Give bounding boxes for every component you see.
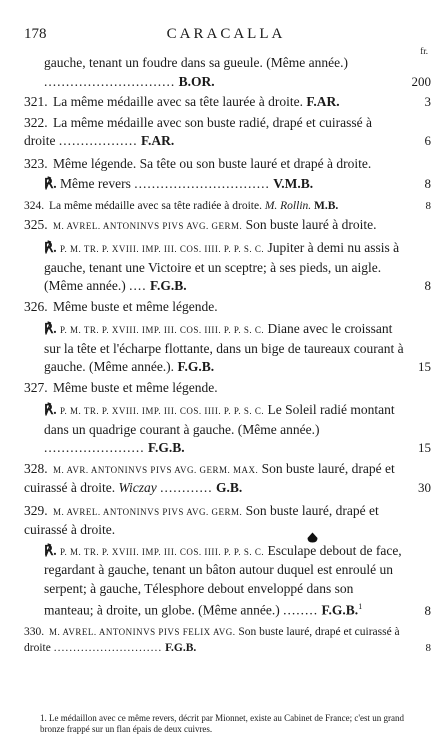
coin-legend: P. M. TR. P. XVIII. IMP. III. COS. IIII. P. P. S. C.	[60, 406, 265, 416]
entry-number: 330.	[24, 626, 45, 638]
entry-description	[24, 542, 405, 621]
citation: Wiczay	[118, 480, 157, 495]
rarity-grade: F.G.B.	[165, 642, 197, 654]
page-header	[24, 26, 428, 56]
catalog-entry	[24, 198, 431, 214]
description-text: La même médaille avec sa tête laurée à droite.	[53, 94, 303, 109]
description-text: Son buste lauré à droite.	[245, 216, 377, 232]
catalog-entry	[24, 175, 431, 194]
description-text: Même buste et même légende.	[53, 298, 218, 314]
catalog-entry	[24, 54, 431, 91]
price-value: 3	[424, 94, 431, 109]
catalog-entry	[24, 93, 431, 112]
dot-leader: ........	[283, 602, 319, 618]
rarity-grade: F.AR.	[306, 94, 340, 109]
price-value: 8	[424, 278, 431, 293]
entry-number: 327.	[24, 379, 48, 395]
entry-description	[24, 401, 405, 458]
coin-legend: M. AVREL. ANTONINVS PIVS AVG. GERM.	[53, 220, 243, 231]
entry-number: 324.	[24, 199, 45, 212]
catalog-entry	[24, 460, 431, 498]
catalog-entry	[24, 114, 431, 151]
entry-number: 329.	[24, 502, 48, 518]
dot-leader: ............	[160, 480, 213, 495]
price-value: 8	[425, 199, 431, 212]
entry-description	[24, 502, 405, 540]
catalog-entry	[24, 320, 431, 377]
entry-number: 322.	[24, 114, 48, 130]
description-text: Diane avec le croissant sur la tête et l'écharpe flottante, dans un bige de taureaux courant à gauche. (Même année.).	[44, 321, 404, 374]
reverse-mark: ℟.	[44, 321, 57, 336]
catalog-entry	[24, 216, 431, 236]
description-text: Jupiter à demi nu assis à gauche, tenant une Victoire et un sceptre; à ses pieds, un aigle. (Même année.)	[44, 240, 400, 293]
dot-leader: ..............................	[44, 73, 176, 89]
description-text: gauche, tenant un foudre dans sa gueule. (Même année.)	[44, 55, 349, 70]
rarity-grade: G.B.	[215, 480, 243, 495]
dot-leader: ..................	[58, 133, 138, 148]
dot-leader: ....	[129, 278, 147, 293]
ink-blot-mark	[307, 532, 318, 543]
coin-legend: P. M. TR. P. XVIII. IMP. III. COS. IIII. P. P. S. C.	[60, 546, 265, 557]
catalog-entry	[24, 502, 431, 540]
coin-catalog-entries	[24, 54, 431, 656]
entry-description	[24, 198, 405, 214]
description-text: Son buste lauré, drapé et cuirassé à droite.	[24, 460, 395, 495]
reverse-mark: ℟.	[44, 240, 57, 255]
reverse-mark: ℟.	[44, 542, 57, 558]
coin-legend: P. M. TR. P. XVIII. IMP. III. COS. IIII. P. P. S. C.	[60, 244, 265, 254]
catalog-entry	[24, 542, 431, 621]
rarity-grade: F.G.B.	[148, 440, 185, 455]
description-text: La même médaille avec son buste radié, drapé et cuirassé à droite	[24, 114, 372, 148]
catalog-entry	[24, 379, 431, 398]
coin-legend: M. AVREL. ANTONINVS PIVS AVG. GERM.	[53, 506, 243, 517]
price-value: 8	[424, 176, 431, 191]
catalog-entry	[24, 624, 431, 656]
entry-description	[24, 379, 405, 398]
rarity-grade: F.AR.	[141, 133, 175, 148]
coin-legend: M. AVREL. ANTONINVS PIVS FELIX AVG.	[49, 627, 236, 637]
price-value: 15	[418, 440, 431, 455]
running-title: CARACALLA	[166, 26, 286, 42]
description-text: Son buste lauré, drapé et cuirassé à droite	[24, 626, 400, 654]
rarity-grade: B.OR.	[178, 73, 215, 89]
rarity-grade: M.B.	[314, 199, 339, 212]
currency-unit: fr.	[420, 46, 428, 56]
entry-number: 323.	[24, 155, 48, 171]
rarity-grade: F.G.B.	[177, 359, 215, 374]
description-text: Même revers	[60, 176, 131, 191]
price-value: 8	[425, 642, 431, 654]
entry-description	[24, 460, 405, 498]
dot-leader: ............................	[53, 642, 163, 654]
entry-description	[24, 624, 405, 656]
footnote: 1. Le médaillon avec ce même revers, décrit par Mionnet, existe au Cabinet de France; c'est un grand bronze frappé sur un flan épais de deux cuivres.	[40, 713, 404, 734]
catalog-entry	[24, 401, 431, 458]
price-value: 200	[411, 73, 431, 89]
entry-number: 325.	[24, 216, 48, 232]
description-text: Le Soleil radié montant dans un quadrige courant à gauche. (Même année.)	[44, 402, 395, 437]
reverse-mark: ℟.	[44, 176, 57, 191]
entry-number: 326.	[24, 298, 48, 314]
rarity-grade: V.M.B.	[273, 176, 314, 191]
rarity-grade: F.G.B.	[149, 278, 187, 293]
entry-number: 321.	[24, 94, 48, 109]
description-text: Son buste lauré, drapé et cuirassé à droite.	[24, 502, 379, 537]
catalog-entry	[24, 298, 431, 317]
entry-description	[24, 298, 405, 317]
description-text: Esculape debout de face, regardant à gauche, tenant un bâton autour duquel est enroulé un serpent; à gauche, Télesphore debout enveloppé dans son manteau; à droite, un globe. (Même année.)	[44, 542, 402, 618]
reverse-mark: ℟.	[44, 402, 57, 417]
entry-description	[24, 93, 405, 112]
price-value: 8	[424, 602, 431, 618]
entry-description	[24, 175, 405, 194]
coin-legend: M. AVR. ANTONINVS PIVS AVG. GERM. MAX.	[53, 464, 259, 475]
citation: M. Rollin.	[264, 199, 312, 212]
description-text: Même légende. Sa tête ou son buste lauré et drapé à droite.	[53, 155, 372, 171]
page-number: 178	[24, 26, 47, 42]
footnote-ref: 1	[358, 602, 363, 611]
entry-description	[24, 216, 405, 236]
rarity-grade: F.G.B.	[321, 602, 359, 618]
description-text: Même buste et même légende.	[53, 379, 218, 395]
price-value: 15	[418, 359, 431, 374]
dot-leader: .......................	[44, 440, 145, 455]
catalog-entry	[24, 155, 431, 174]
entry-number: 328.	[24, 460, 48, 476]
price-value: 6	[424, 133, 431, 148]
entry-description	[24, 155, 405, 174]
description-text: La même médaille avec sa tête radiée à droite.	[49, 199, 262, 212]
coin-legend: P. M. TR. P. XVIII. IMP. III. COS. IIII. P. P. S. C.	[60, 325, 265, 335]
entry-description	[24, 54, 405, 91]
entry-description	[24, 239, 405, 296]
dot-leader: ...............................	[134, 176, 270, 191]
price-value: 30	[418, 480, 431, 495]
entry-description	[24, 114, 405, 151]
catalog-entry	[24, 239, 431, 296]
entry-description	[24, 320, 405, 377]
